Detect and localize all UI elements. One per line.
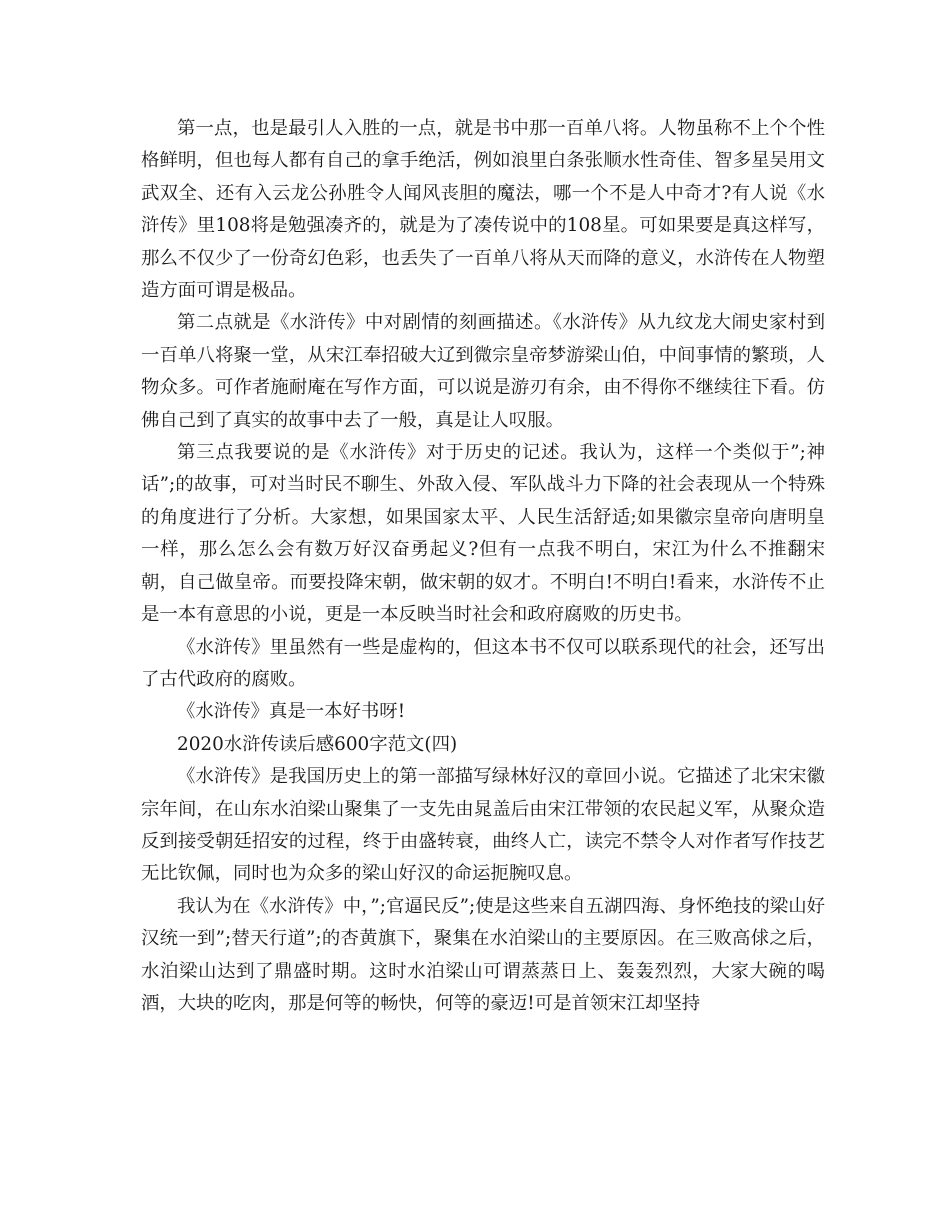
paragraph-2: 第二点就是《水浒传》中对剧情的刻画描述。《水浒传》从九纹龙大闹史家村到一百单八将聚一堂，从宋江奉招破大辽到微宗皇帝梦游梁山伯，中间事情的繁琐，人物众多。可作者施耐庵在写作方面，可以说是游刃有余，由不得你不继续往下看。仿佛自己到了真实的故事中去了一般，真是让人叹服。	[141, 312, 825, 431]
paragraph-7: 我认为在《水浒传》中，”;官逼民反”;使是这些来自五湖四海、身怀绝技的梁山好汉统一到”;替天行道”;的杏黄旗下，聚集在水泊梁山的主要原因。在三败高俅之后，水泊梁山达到了鼎盛时期。这时水泊梁山可谓蒸蒸日上、轰轰烈烈，大家大碗的喝酒，大块的吃肉，那是何等的畅快，何等的豪迈!可是首领宋江却坚持	[141, 895, 825, 1014]
paragraph-3: 第三点我要说的是《水浒传》对于历史的记述。我认为，这样一个类似于”;神话”;的故事，可对当时民不聊生、外敌入侵、军队战斗力下降的社会表现从一个特殊的角度进行了分析。大家想，如果国家太平、人民生活舒适;如果徽宗皇帝向唐明皇一样，那么怎么会有数万好汉奋勇起义?但有一点我不明白，宋江为什么不推翻宋朝，自己做皇帝。而要投降宋朝，做宋朝的奴才。不明白!不明白!看来，水浒传不止是一本有意思的小说，更是一本反映当时社会和政府腐败的历史书。	[141, 442, 825, 626]
paragraph-1: 第一点，也是最引人入胜的一点，就是书中那一百单八将。人物虽称不上个个性格鲜明，但也每人都有自己的拿手绝活，例如浪里白条张顺水性奇佳、智多星吴用文武双全、还有入云龙公孙胜令人闻风丧胆的魔法，哪一个不是人中奇才?有人说《水浒传》里108将是勉强凑齐的，就是为了凑传说中的108星。可如果要是真这样写，那么不仅少了一份奇幻色彩，也丢失了一百单八将从天而降的意义，水浒传在人物塑造方面可谓是极品。	[141, 118, 825, 302]
document-body	[141, 113, 825, 1020]
paragraph-6: 《水浒传》是我国历史上的第一部描写绿林好汉的章回小说。它描述了北宋宋徽宗年间，在山东水泊梁山聚集了一支先由晁盖后由宋江带领的农民起义军，从聚众造反到接受朝廷招安的过程，终于由盛转衰，曲终人亡，读完不禁令人对作者写作技艺无比钦佩，同时也为众多的梁山好汉的命运扼腕叹息。	[141, 766, 825, 885]
paragraph-5: 《水浒传》真是一本好书呀!	[177, 701, 406, 723]
paragraph-4: 《水浒传》里虽然有一些是虚构的，但这本书不仅可以联系现代的社会，还写出了古代政府的腐败。	[141, 636, 825, 690]
section-title: 2020水浒传读后感600字范文(四)	[177, 733, 458, 755]
